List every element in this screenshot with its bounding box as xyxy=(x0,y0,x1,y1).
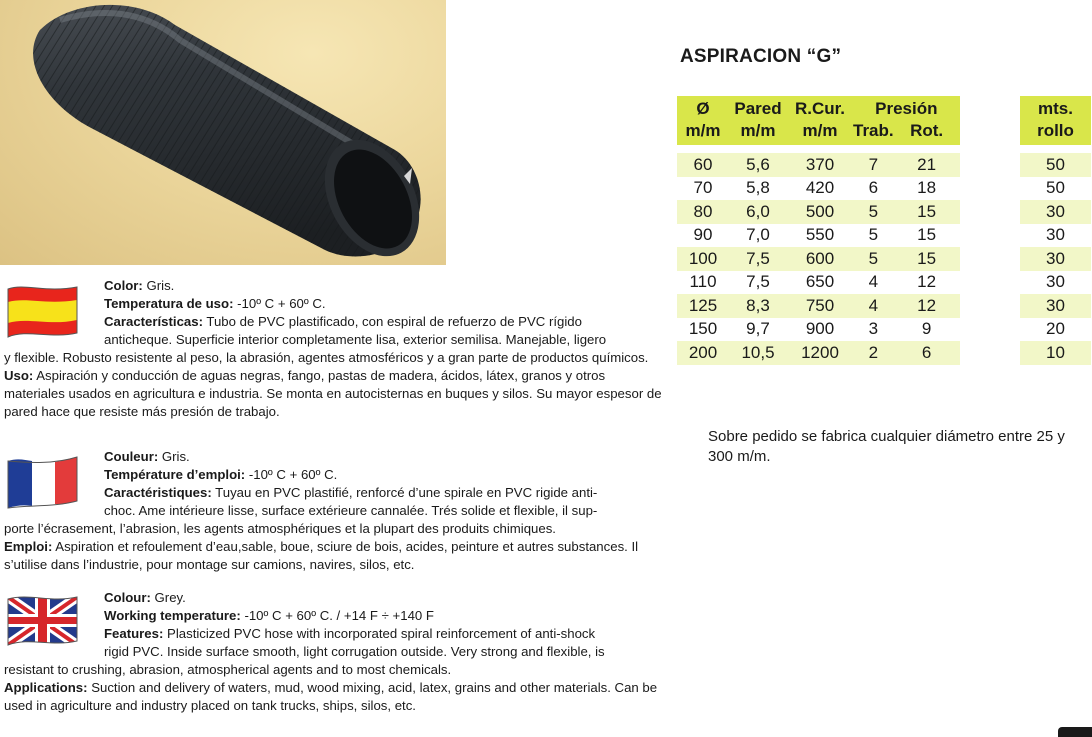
en-colour: Colour: Grey. xyxy=(104,590,186,605)
working-pressure-cell: 5 xyxy=(853,224,894,248)
table-row xyxy=(677,200,960,224)
working-pressure-cell: 4 xyxy=(853,271,894,295)
header-diameter: Ø xyxy=(677,96,729,120)
bend-radius-cell: 750 xyxy=(787,294,853,318)
diameter-cell: 110 xyxy=(677,271,729,295)
wall-cell: 7,5 xyxy=(729,271,787,295)
page-number-tab xyxy=(1058,727,1092,737)
table-row xyxy=(1020,224,1091,248)
diameter-cell: 150 xyxy=(677,318,729,342)
roll-length-table xyxy=(1020,96,1091,365)
fr-temperature: Température d’emploi: -10º C + 60º C. xyxy=(104,467,338,482)
header-diameter-unit: m/m xyxy=(677,120,729,145)
table-row xyxy=(677,341,960,365)
custom-order-note: Sobre pedido se fabrica cualquier diámetro entre 25 y 300 m/m. xyxy=(708,428,1065,465)
es-temperature: Temperatura de uso: -10º C + 60º C. xyxy=(104,296,326,311)
diameter-cell: 80 xyxy=(677,200,729,224)
working-pressure-cell: 6 xyxy=(853,177,894,201)
diameter-cell: 125 xyxy=(677,294,729,318)
table-row xyxy=(677,224,960,248)
working-pressure-cell: 4 xyxy=(853,294,894,318)
working-pressure-cell: 5 xyxy=(853,247,894,271)
bend-radius-cell: 500 xyxy=(787,200,853,224)
wall-cell: 6,0 xyxy=(729,200,787,224)
table-row xyxy=(677,294,960,318)
fr-features-line-3: porte l’écrasement, l’abrasion, les agents atmosphériques et la plupart des produits chimiques. xyxy=(4,521,556,536)
roll-length-cell: 30 xyxy=(1020,294,1091,318)
burst-pressure-cell: 12 xyxy=(894,271,960,295)
header-burst-pressure: Rot. xyxy=(894,120,960,145)
wall-cell: 7,0 xyxy=(729,224,787,248)
table-row xyxy=(1020,318,1091,342)
roll-length-cell: 30 xyxy=(1020,271,1091,295)
fr-color: Couleur: Gris. xyxy=(104,449,190,464)
en-temperature: Working temperature: -10º C + 60º C. / +14 F ÷ +140 F xyxy=(104,608,434,623)
bend-radius-cell: 900 xyxy=(787,318,853,342)
en-features-line-2: rigid PVC. Inside surface smooth, light corrugation outside. Very strong and flexible, is xyxy=(104,644,605,659)
table-row xyxy=(677,271,960,295)
bend-radius-cell: 370 xyxy=(787,153,853,177)
header-bend-radius: R.Cur. xyxy=(787,96,853,120)
fr-features-line-1: Caractéristiques: Tuyau en PVC plastifié, renforcé d’une spirale en PVC rigide anti- xyxy=(104,485,598,500)
es-features-line-2: anticheque. Superficie interior completamente lisa, exterior semilisa. Manejable, ligero xyxy=(104,332,607,347)
header-pressure: Presión xyxy=(853,96,960,120)
diameter-cell: 70 xyxy=(677,177,729,201)
burst-pressure-cell: 15 xyxy=(894,247,960,271)
table-row xyxy=(1020,200,1091,224)
working-pressure-cell: 7 xyxy=(853,153,894,177)
table-row xyxy=(1020,271,1091,295)
french-section xyxy=(0,448,662,574)
header-bend-radius-unit: m/m xyxy=(787,120,853,145)
table-row xyxy=(1020,153,1091,177)
wall-cell: 5,8 xyxy=(729,177,787,201)
wall-cell: 8,3 xyxy=(729,294,787,318)
table-row xyxy=(677,318,960,342)
hose-illustration xyxy=(0,0,446,265)
spanish-section xyxy=(0,277,662,421)
bend-radius-cell: 600 xyxy=(787,247,853,271)
working-pressure-cell: 2 xyxy=(853,341,894,365)
wall-cell: 5,6 xyxy=(729,153,787,177)
es-usage: Uso: Aspiración y conducción de aguas negras, fango, pastas de madera, ácidos, látex, granos y otros materiales usados en agricultura e industria. Se monta en autocisternas en buques y silos. Su mayor espesor de pared hace que resiste más presión de trabajo. xyxy=(4,368,662,419)
burst-pressure-cell: 21 xyxy=(894,153,960,177)
wall-cell: 10,5 xyxy=(729,341,787,365)
fr-usage: Emploi: Aspiration et refoulement d’eau,sable, boue, sciure de bois, acides, peinture et autres substances. Il s’utilise dans l’industrie, pour montage sur camions, navires, silos, etc. xyxy=(4,539,639,572)
product-title: ASPIRACION “G” xyxy=(680,46,842,67)
burst-pressure-cell: 12 xyxy=(894,294,960,318)
header-working-pressure: Trab. xyxy=(853,120,894,145)
roll-length-cell: 20 xyxy=(1020,318,1091,342)
roll-length-cell: 10 xyxy=(1020,341,1091,365)
roll-length-cell: 30 xyxy=(1020,247,1091,271)
es-features-line-3: y flexible. Robusto resistente al peso, la abrasión, agentes atmosféricos y a gran parte de productos químicos. xyxy=(4,350,649,365)
wall-cell: 9,7 xyxy=(729,318,787,342)
diameter-cell: 60 xyxy=(677,153,729,177)
bend-radius-cell: 550 xyxy=(787,224,853,248)
roll-length-cell: 50 xyxy=(1020,177,1091,201)
product-photo xyxy=(0,0,446,265)
english-section xyxy=(0,589,662,715)
table-row xyxy=(1020,294,1091,318)
table-row xyxy=(677,247,960,271)
burst-pressure-cell: 15 xyxy=(894,224,960,248)
working-pressure-cell: 5 xyxy=(853,200,894,224)
header-wall-unit: m/m xyxy=(729,120,787,145)
working-pressure-cell: 3 xyxy=(853,318,894,342)
roll-length-cell: 30 xyxy=(1020,224,1091,248)
roll-length-cell: 50 xyxy=(1020,153,1091,177)
diameter-cell: 100 xyxy=(677,247,729,271)
es-features-line-1: Características: Tubo de PVC plastificado, con espiral de refuerzo de PVC rígido xyxy=(104,314,582,329)
es-color: Color: Gris. xyxy=(104,278,175,293)
header-wall: Pared xyxy=(729,96,787,120)
spec-table xyxy=(677,96,960,365)
bend-radius-cell: 650 xyxy=(787,271,853,295)
en-features-line-1: Features: Plasticized PVC hose with incorporated spiral reinforcement of anti-shock xyxy=(104,626,596,641)
diameter-cell: 200 xyxy=(677,341,729,365)
diameter-cell: 90 xyxy=(677,224,729,248)
fr-features-line-2: choc. Ame intérieure lisse, surface extérieure cannalée. Trés solide et flexible, il sup- xyxy=(104,503,598,518)
table-row xyxy=(1020,177,1091,201)
burst-pressure-cell: 18 xyxy=(894,177,960,201)
table-row xyxy=(1020,247,1091,271)
burst-pressure-cell: 9 xyxy=(894,318,960,342)
table-row xyxy=(677,153,960,177)
header-roll-unit: rollo xyxy=(1020,120,1091,145)
en-features-line-3: resistant to crushing, abrasion, atmospherical agents and to most chemicals. xyxy=(4,662,452,677)
table-row xyxy=(1020,341,1091,365)
wall-cell: 7,5 xyxy=(729,247,787,271)
bend-radius-cell: 420 xyxy=(787,177,853,201)
roll-length-cell: 30 xyxy=(1020,200,1091,224)
burst-pressure-cell: 6 xyxy=(894,341,960,365)
en-applications: Applications: Suction and delivery of waters, mud, wood mixing, acid, latex, grains and other materials. Can be used in agriculture and industry placed on tank trucks, ships, silos, etc. xyxy=(4,680,658,713)
burst-pressure-cell: 15 xyxy=(894,200,960,224)
header-roll-length: mts. xyxy=(1020,96,1091,120)
table-row xyxy=(677,177,960,201)
bend-radius-cell: 1200 xyxy=(787,341,853,365)
